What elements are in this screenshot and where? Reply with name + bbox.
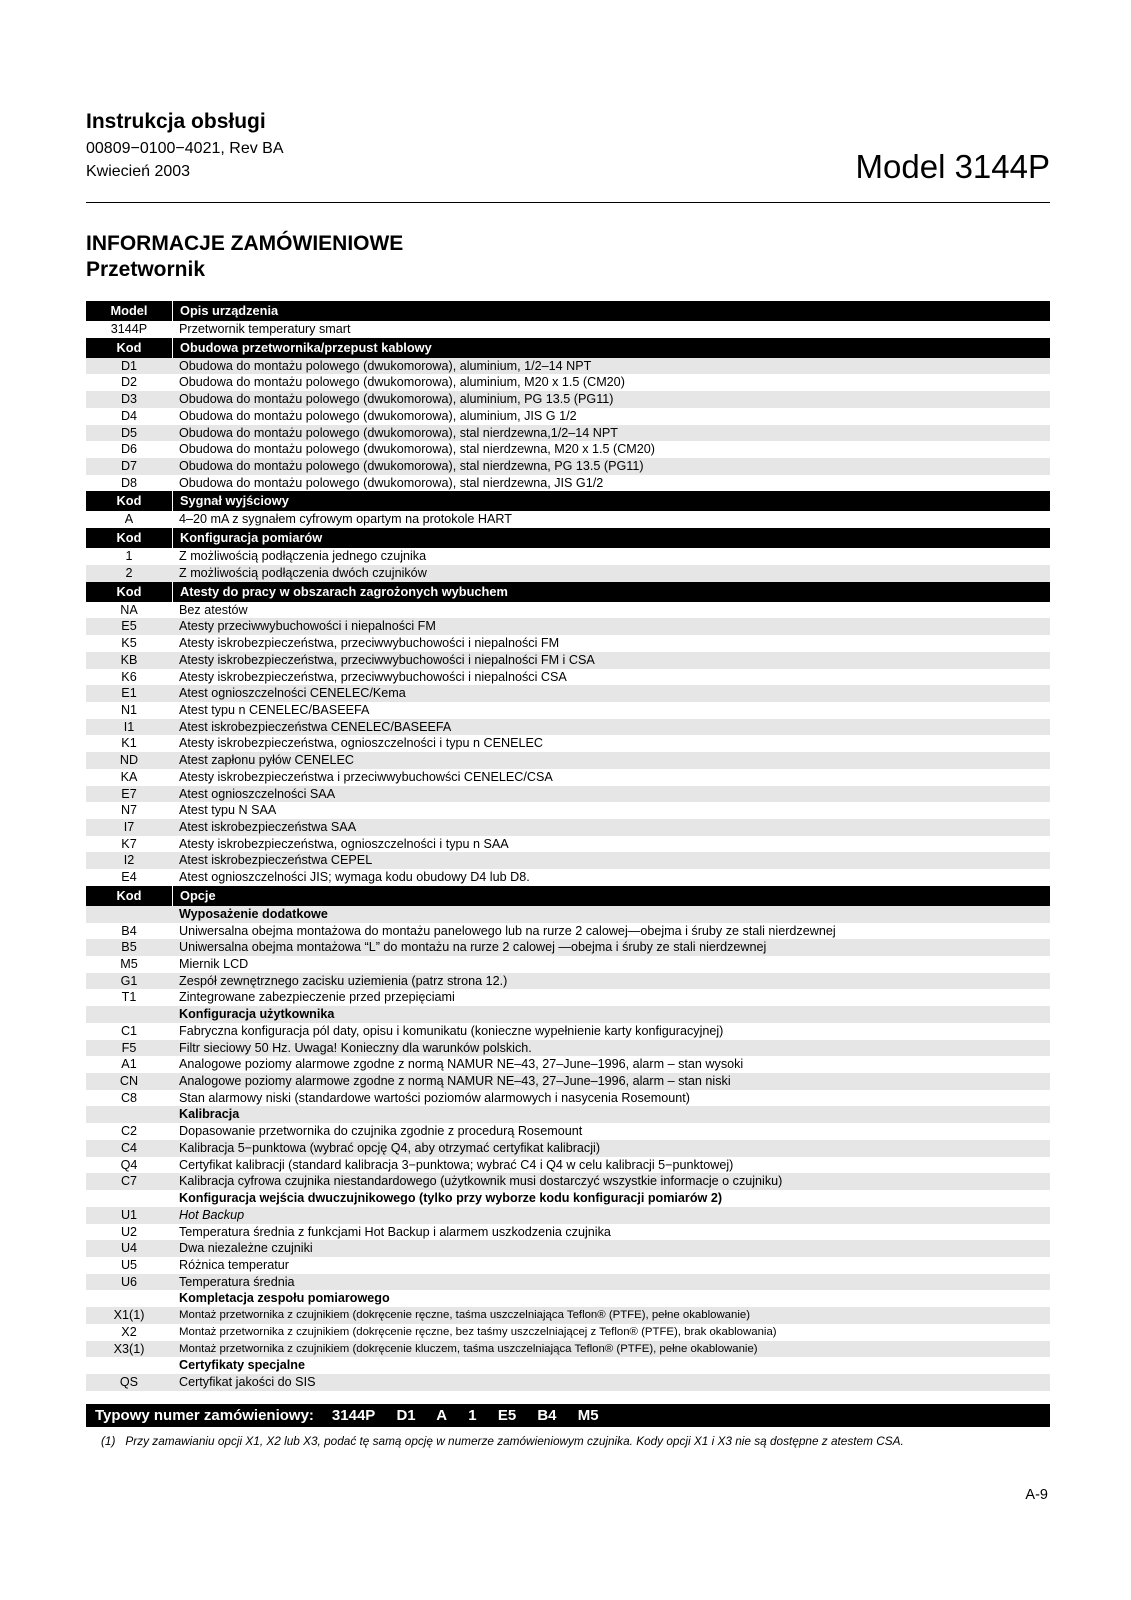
order-code: 3144P	[331, 1407, 376, 1424]
description-cell: Montaż przetwornika z czujnikiem (dokręcenie ręczne, bez taśmy uszczelniającej z Teflon® (PTFE), brak okablowania)	[179, 1325, 777, 1338]
code-cell: E4	[121, 870, 137, 885]
description-cell: Atesty przeciwwybuchowości i niepalności FM	[179, 619, 436, 634]
description-cell: Bez atestów	[179, 602, 248, 617]
table-subheading-row	[86, 1106, 1050, 1123]
code-cell: K5	[121, 636, 137, 651]
code-cell: 1	[125, 549, 133, 564]
code-cell: C7	[120, 1174, 138, 1189]
table-row	[86, 475, 1050, 492]
description-cell: Obudowa do montażu polowego (dwukomorowa), aluminium, PG 13.5 (PG11)	[179, 392, 614, 407]
description-cell: Certyfikaty specjalne	[179, 1358, 305, 1373]
code-cell: QS	[119, 1374, 139, 1389]
description-cell: Atest typu N SAA	[179, 803, 277, 818]
description-cell: Atesty iskrobezpieczeństwa, przeciwwybuchowości i niepalności CSA	[179, 669, 567, 684]
table-row	[86, 869, 1050, 886]
description-cell: Temperatura średnia z funkcjami Hot Backup i alarmem uszkodzenia czujnika	[179, 1224, 611, 1239]
table-row	[86, 1056, 1050, 1073]
code-cell: X1(1)	[113, 1308, 145, 1323]
table-row	[86, 1123, 1050, 1140]
code-cell: D6	[120, 442, 138, 457]
table-row	[86, 1090, 1050, 1107]
table-row	[86, 786, 1050, 803]
code-cell: K6	[121, 669, 137, 684]
header-code-cell: Kod	[116, 493, 142, 509]
description-cell: Fabryczna konfiguracja pól daty, opisu i komunikatu (konieczne wypełnienie karty konfiguracyjnej)	[179, 1023, 724, 1038]
order-code: B4	[537, 1407, 557, 1424]
code-cell: D2	[120, 375, 138, 390]
code-cell: CN	[119, 1074, 139, 1089]
description-cell: Różnica temperatur	[179, 1257, 289, 1272]
table-row	[86, 923, 1050, 940]
table-row	[86, 989, 1050, 1006]
description-cell: Wyposażenie dodatkowe	[179, 906, 328, 921]
table-header-row	[86, 491, 1050, 511]
code-cell: E7	[121, 786, 137, 801]
code-cell: KB	[120, 652, 138, 667]
table-row	[86, 973, 1050, 990]
description-cell: Stan alarmowy niski (standardowe wartości poziomów alarmowych i nasycenia Rosemount)	[179, 1090, 690, 1105]
table-row	[86, 1040, 1050, 1057]
code-cell: E5	[121, 619, 137, 634]
description-cell: Atesty iskrobezpieczeństwa, ognioszczelności i typu n SAA	[179, 836, 509, 851]
table-row	[86, 752, 1050, 769]
table-row	[86, 458, 1050, 475]
table-row	[86, 1224, 1050, 1241]
table-row	[86, 408, 1050, 425]
code-cell: U4	[120, 1241, 138, 1256]
description-cell: Atest ognioszczelności SAA	[179, 786, 336, 801]
header-description-cell: Konfiguracja pomiarów	[172, 528, 1050, 548]
description-cell: Montaż przetwornika z czujnikiem (dokręcenie kluczem, taśma uszczelniająca Teflon® (PTFE), pełne okablowanie)	[179, 1342, 758, 1355]
description-cell: Obudowa do montażu polowego (dwukomorowa), stal nierdzewna, JIS G1/2	[179, 475, 604, 490]
table-row	[86, 852, 1050, 869]
table-row	[86, 1173, 1050, 1190]
description-cell: Atesty iskrobezpieczeństwa, ognioszczelności i typu n CENELEC	[179, 736, 543, 751]
publication-date: Kwiecień 2003	[86, 163, 191, 180]
table-row	[86, 1207, 1050, 1224]
description-cell: Analogowe poziomy alarmowe zgodne z normą NAMUR NE–43, 27–June–1996, alarm – stan wysoki	[179, 1057, 744, 1072]
description-cell: Certyfikat kalibracji (standard kalibracja 3−punktowa; wybrać C4 i Q4 w celu kalibracji 5−punktowej)	[179, 1157, 734, 1172]
description-cell: Dwa niezależne czujniki	[179, 1241, 313, 1256]
header-code-cell: Kod	[116, 530, 142, 546]
code-cell: ND	[119, 753, 139, 768]
description-cell: Konfiguracja użytkownika	[179, 1007, 335, 1022]
code-cell	[86, 1290, 172, 1307]
order-code: D1	[396, 1407, 416, 1424]
code-cell: U1	[120, 1207, 138, 1222]
description-cell: Przetwornik temperatury smart	[179, 322, 351, 336]
table-row	[86, 1073, 1050, 1090]
description-cell: Atest iskrobezpieczeństwa SAA	[179, 819, 357, 834]
table-row	[86, 425, 1050, 442]
table-subheading-row	[86, 1290, 1050, 1307]
order-code: A	[436, 1407, 448, 1424]
code-cell: C2	[120, 1124, 138, 1139]
table-row	[86, 702, 1050, 719]
code-cell	[86, 1357, 172, 1374]
table-row	[86, 939, 1050, 956]
table-row	[86, 1240, 1050, 1257]
header-description-cell: Sygnał wyjściowy	[172, 491, 1050, 511]
description-cell: Obudowa do montażu polowego (dwukomorowa), stal nierdzewna, PG 13.5 (PG11)	[179, 459, 644, 474]
order-code: 1	[468, 1407, 477, 1424]
typical-order-codes	[332, 1404, 616, 1427]
code-cell: K7	[121, 836, 137, 851]
description-cell: Z możliwością podłączenia jednego czujnika	[179, 549, 427, 564]
code-cell: F5	[121, 1040, 137, 1055]
description-cell: Temperatura średnia	[179, 1274, 295, 1289]
section-subtitle: Przetwornik	[86, 258, 206, 281]
table-row	[86, 719, 1050, 736]
model-title: Model 3144P	[855, 148, 1050, 185]
description-cell: Atest typu n CENELEC/BASEEFA	[179, 702, 370, 717]
code-cell: C1	[120, 1023, 138, 1038]
footnote-number: (1)	[101, 1434, 116, 1448]
description-cell: Hot Backup	[179, 1207, 245, 1222]
table-row	[86, 1140, 1050, 1157]
code-cell: I1	[123, 719, 135, 734]
code-cell: G1	[120, 973, 138, 988]
table-row	[86, 1274, 1050, 1291]
header-code-cell: Kod	[116, 583, 142, 599]
code-cell: N1	[120, 702, 138, 717]
code-cell: N7	[120, 803, 138, 818]
code-cell: KA	[120, 769, 138, 784]
code-cell: U6	[120, 1274, 138, 1289]
description-cell: Atest iskrobezpieczeństwa CENELEC/BASEEFA	[179, 719, 452, 734]
table-header-row	[86, 338, 1050, 358]
code-cell: K1	[121, 736, 137, 751]
table-row	[86, 685, 1050, 702]
description-cell: Atesty iskrobezpieczeństwa i przeciwwybuchowści CENELEC/CSA	[179, 769, 553, 784]
table-header-row	[86, 886, 1050, 906]
description-cell: Atesty iskrobezpieczeństwa, przeciwwybuchowości i niepalności FM	[179, 636, 560, 651]
description-cell: Montaż przetwornika z czujnikiem (dokręcenie ręczne, taśma uszczelniająca Teflon® (PTFE), pełne okablowanie)	[179, 1309, 751, 1322]
table-row	[86, 1157, 1050, 1174]
code-cell: D1	[120, 358, 138, 373]
description-cell: Kalibracja 5−punktowa (wybrać opcję Q4, aby otrzymać certyfikat kalibracji)	[179, 1140, 601, 1155]
order-code: M5	[577, 1407, 599, 1424]
footnote	[101, 1434, 904, 1448]
header-description-cell: Opis urządzenia	[172, 301, 1050, 321]
code-cell: A1	[121, 1057, 137, 1072]
header-code-cell: Model	[110, 303, 148, 318]
code-cell: I2	[123, 853, 135, 868]
table-row	[86, 669, 1050, 686]
ordering-table	[86, 301, 1050, 1391]
table-subheading-row	[86, 1357, 1050, 1374]
description-cell: Obudowa do montażu polowego (dwukomorowa), aluminium, M20 x 1.5 (CM20)	[179, 375, 625, 390]
code-cell: B4	[121, 923, 137, 938]
description-cell: Kalibracja	[179, 1107, 240, 1122]
description-cell: Konfiguracja wejścia dwuczujnikowego (tylko przy wyborze kodu konfiguracji pomiarów 2)	[179, 1191, 723, 1206]
description-cell: Obudowa do montażu polowego (dwukomorowa), aluminium, JIS G 1/2	[179, 408, 577, 423]
code-cell	[86, 1006, 172, 1023]
code-cell: X3(1)	[113, 1341, 145, 1356]
table-row	[86, 1257, 1050, 1274]
table-row	[86, 358, 1050, 375]
code-cell: 3144P	[110, 322, 148, 336]
description-cell: Kalibracja cyfrowa czujnika niestandardowego (użytkownik musi dostarczyć wszystkie informacje o czujniku)	[179, 1174, 783, 1189]
description-cell: Uniwersalna obejma montażowa “L” do montażu na rurze 2 calowej —obejma i śruby ze stali nierdzewnej	[179, 940, 767, 955]
description-cell: Dopasowanie przetwornika do czujnika zgodnie z procedurą Rosemount	[179, 1124, 583, 1139]
table-row	[86, 836, 1050, 853]
table-row	[86, 652, 1050, 669]
typical-order-label: Typowy numer zamówieniowy:	[95, 1407, 314, 1424]
code-cell: D4	[120, 408, 138, 423]
description-cell: Atest zapłonu pyłów CENELEC	[179, 753, 354, 768]
code-cell: Q4	[120, 1157, 138, 1172]
description-cell: Kompletacja zespołu pomiarowego	[179, 1291, 390, 1306]
table-row	[86, 819, 1050, 836]
description-cell: Certyfikat jakości do SIS	[179, 1374, 316, 1389]
description-cell: Filtr sieciowy 50 Hz. Uwaga! Konieczny dla warunków polskich.	[179, 1040, 532, 1055]
code-cell: E1	[121, 686, 137, 701]
header-description-cell: Obudowa przetwornika/przepust kablowy	[172, 338, 1050, 358]
table-header-row	[86, 528, 1050, 548]
code-cell	[86, 1106, 172, 1123]
table-row	[86, 1324, 1050, 1341]
table-subheading-row	[86, 1006, 1050, 1023]
code-cell: NA	[120, 602, 138, 617]
code-cell: 2	[125, 565, 133, 580]
table-row	[86, 1374, 1050, 1391]
description-cell: Obudowa do montażu polowego (dwukomorowa), stal nierdzewna,1/2–14 NPT	[179, 425, 618, 440]
header-code-cell: Kod	[116, 339, 142, 355]
table-row	[86, 635, 1050, 652]
header-description-cell: Opcje	[172, 886, 1050, 906]
code-cell: A	[124, 512, 134, 527]
description-cell: Zespół zewnętrznego zacisku uziemienia (patrz strona 12.)	[179, 973, 508, 988]
code-cell: T1	[121, 990, 137, 1005]
table-row	[86, 956, 1050, 973]
description-cell: Atesty iskrobezpieczeństwa, przeciwwybuchowości i niepalności FM i CSA	[179, 652, 595, 667]
description-cell: Uniwersalna obejma montażowa do montażu panelowego lub na rurze 2 calowej—obejma i śruby ze stali nierdzewnej	[179, 923, 836, 938]
table-row	[86, 618, 1050, 635]
table-row	[86, 1341, 1050, 1358]
code-cell: D5	[120, 425, 138, 440]
table-row	[86, 735, 1050, 752]
typical-order-number-bar	[86, 1404, 1050, 1427]
code-cell: X2	[121, 1324, 137, 1339]
code-cell: M5	[120, 957, 138, 971]
table-row	[86, 321, 1050, 338]
footnote-text: Przy zamawianiu opcji X1, X2 lub X3, podać tę samą opcję w numerze zamówieniowym czujnika. Kody opcji X1 i X3 nie są dostępne z atestem CSA.	[125, 1434, 904, 1448]
description-cell: Obudowa do montażu polowego (dwukomorowa), stal nierdzewna, M20 x 1.5 (CM20)	[179, 442, 655, 457]
code-cell: C8	[120, 1090, 138, 1105]
table-row	[86, 548, 1050, 565]
section-title: INFORMACJE ZAMÓWIENIOWE	[86, 232, 404, 255]
order-code: E5	[497, 1407, 517, 1424]
code-cell: B5	[121, 940, 137, 955]
code-cell: U5	[120, 1257, 138, 1272]
table-subheading-row	[86, 906, 1050, 923]
manual-title: Instrukcja obsługi	[86, 110, 266, 133]
description-cell: Z możliwością podłączenia dwóch czujników	[179, 565, 427, 580]
code-cell	[86, 906, 172, 923]
header-divider	[86, 202, 1050, 203]
document-number: 00809−0100−4021, Rev BA	[86, 140, 284, 157]
code-cell: C4	[120, 1140, 138, 1155]
code-cell: D7	[120, 459, 138, 474]
table-row	[86, 769, 1050, 786]
table-subheading-row	[86, 1190, 1050, 1207]
table-header-row	[86, 582, 1050, 602]
code-cell: I7	[123, 819, 135, 834]
table-row	[86, 602, 1050, 619]
table-row	[86, 374, 1050, 391]
page-number: A-9	[1025, 1487, 1048, 1503]
header-code-cell: Kod	[116, 887, 142, 903]
code-cell	[86, 1190, 172, 1207]
table-row	[86, 1307, 1050, 1324]
table-header-row	[86, 301, 1050, 321]
header-description-cell: Atesty do pracy w obszarach zagrożonych wybuchem	[172, 582, 1050, 602]
description-cell: Atest iskrobezpieczeństwa CEPEL	[179, 853, 373, 868]
code-cell: U2	[120, 1224, 138, 1239]
description-cell: Atest ognioszczelności JIS; wymaga kodu obudowy D4 lub D8.	[179, 870, 530, 885]
description-cell: Atest ognioszczelności CENELEC/Kema	[179, 686, 406, 701]
code-cell: D3	[120, 392, 138, 407]
code-cell: D8	[120, 475, 138, 490]
table-row	[86, 441, 1050, 458]
table-row	[86, 1023, 1050, 1040]
description-cell: Obudowa do montażu polowego (dwukomorowa), aluminium, 1/2–14 NPT	[179, 358, 592, 373]
description-cell: 4–20 mA z sygnałem cyfrowym opartym na protokole HART	[179, 512, 512, 527]
table-row	[86, 802, 1050, 819]
description-cell: Miernik LCD	[179, 957, 249, 971]
description-cell: Zintegrowane zabezpieczenie przed przepięciami	[179, 990, 455, 1005]
table-row	[86, 391, 1050, 408]
table-row	[86, 565, 1050, 582]
table-row	[86, 511, 1050, 528]
description-cell: Analogowe poziomy alarmowe zgodne z normą NAMUR NE–43, 27–June–1996, alarm – stan niski	[179, 1074, 731, 1089]
